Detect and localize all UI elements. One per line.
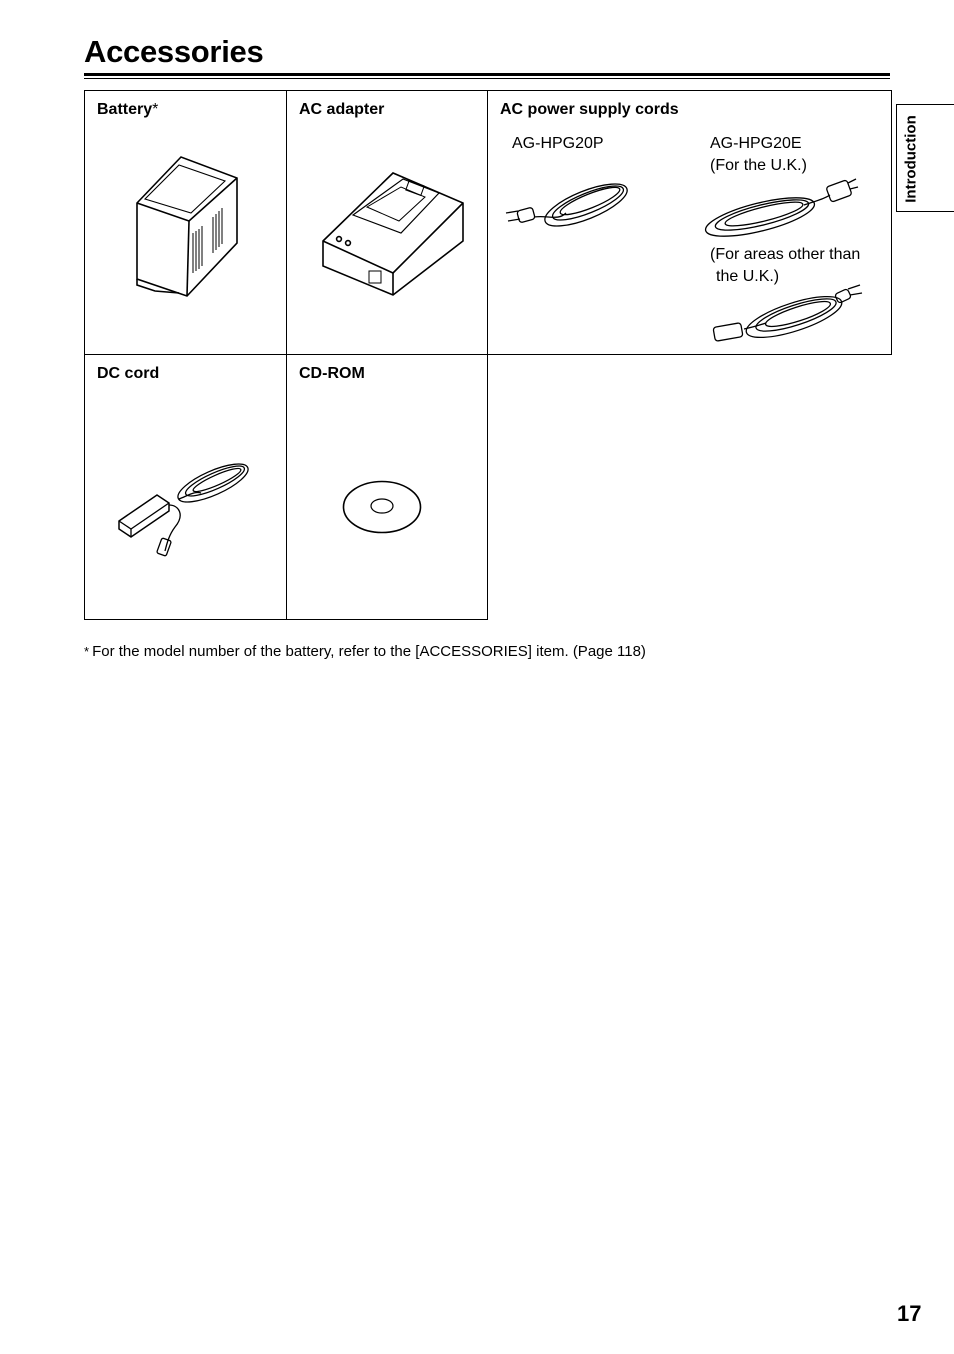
ac-adapter-label: AC adapter <box>299 101 385 118</box>
battery-illustration <box>133 153 243 298</box>
page-number: 17 <box>897 1301 922 1326</box>
title-rule <box>84 73 890 76</box>
battery-asterisk: * <box>152 101 159 118</box>
ac-adapter-illustration <box>321 171 466 296</box>
uk-note: (For the U.K.) <box>710 157 807 174</box>
title-rule-thin <box>84 78 890 79</box>
cord-other-illustration <box>708 281 868 349</box>
footnote <box>84 643 646 660</box>
other-note-line1: (For areas other than <box>710 246 861 263</box>
ac-cords-label: AC power supply cords <box>500 101 679 118</box>
dc-cord-illustration <box>115 455 255 559</box>
cd-rom-label: CD-ROM <box>299 365 365 382</box>
model-p-label: AG-HPG20P <box>512 135 604 152</box>
battery-cell <box>84 90 287 355</box>
dc-cord-label: DC cord <box>97 365 160 382</box>
model-e-label: AG-HPG20E <box>710 135 802 152</box>
section-tab-label: Introduction <box>902 115 920 203</box>
ac-cords-cell <box>487 90 892 355</box>
cd-rom-illustration <box>341 479 425 535</box>
footnote-text: For the model number of the battery, refer to the [ACCESSORIES] item. (Page 118) <box>92 643 646 660</box>
cd-rom-cell <box>286 354 488 620</box>
cord-p-illustration <box>504 169 634 241</box>
page-title: Accessories <box>84 34 264 69</box>
other-note-line2: the U.K.) <box>716 268 780 285</box>
cord-uk-illustration <box>702 177 862 243</box>
battery-label: Battery* <box>97 101 159 118</box>
section-tab[interactable] <box>896 104 954 212</box>
footnote-asterisk: * <box>84 644 90 659</box>
ac-adapter-cell <box>286 90 488 355</box>
dc-cord-cell <box>84 354 287 620</box>
